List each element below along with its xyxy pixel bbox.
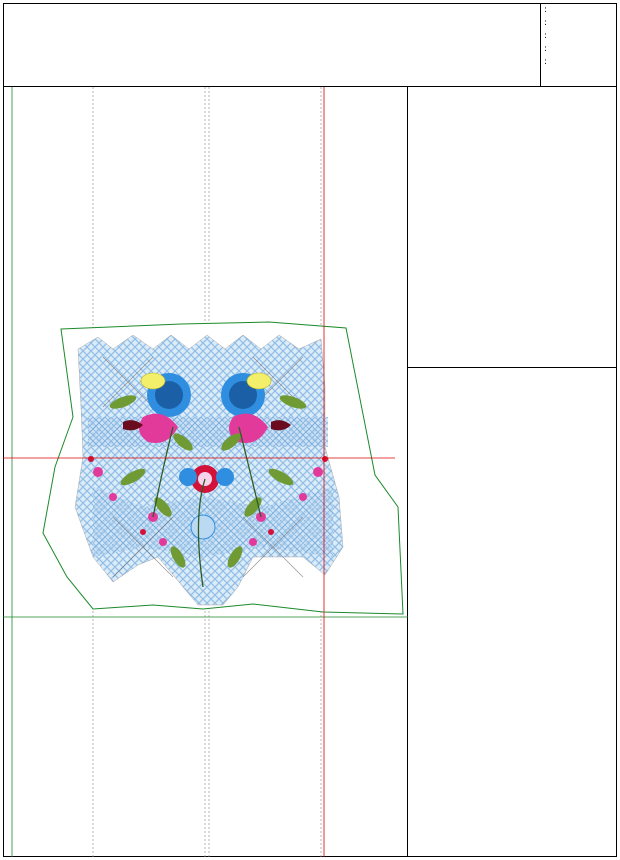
stats-panel bbox=[540, 3, 617, 87]
design-preview bbox=[3, 87, 408, 857]
stat-height: : bbox=[544, 31, 547, 41]
qr-code bbox=[482, 738, 564, 820]
stop-sequence-panel bbox=[408, 87, 617, 857]
stat-scale: : bbox=[544, 57, 547, 67]
design-canvas bbox=[3, 87, 408, 857]
header bbox=[3, 3, 540, 87]
stat-width: : bbox=[544, 44, 547, 54]
sequence-table-divider bbox=[408, 367, 617, 368]
stat-colors: : bbox=[544, 18, 547, 28]
barcode bbox=[7, 39, 237, 61]
sequence-table-header bbox=[408, 100, 617, 112]
stat-stitches: : bbox=[544, 5, 547, 15]
